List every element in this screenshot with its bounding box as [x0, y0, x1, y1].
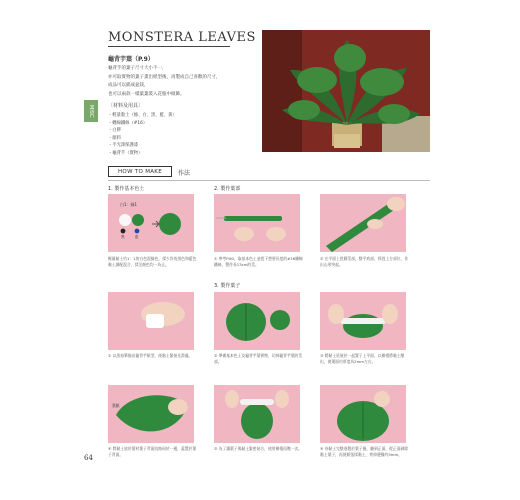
step-1-photo — [108, 194, 194, 252]
step-4-photo-a — [108, 385, 194, 443]
material-item: ・龜背芋（實物） — [108, 150, 143, 156]
monstera-plant-illustration — [262, 30, 430, 152]
material-item: ・輕量黏土（綠、白、黑、藍、黃） — [108, 113, 177, 118]
rolling-clay-image — [320, 292, 406, 350]
materials-heading: 〔材料及用具〕 — [108, 103, 144, 109]
leaf-backside-image — [108, 385, 194, 443]
intro-line: 成品可以插成盆栽， — [108, 83, 149, 88]
step-2-caption-a: ① 參考P.60，取基本色土並搓下想要長度的#16纏線鐵絲，製作長13cm的莖。 — [214, 256, 303, 267]
intro-text — [108, 65, 221, 99]
finished-leaf-image — [320, 385, 406, 443]
material-item: ・纏線鐵絲（#16） — [108, 120, 148, 126]
side-tab: MISC — [84, 100, 98, 122]
step-3-caption-a: ① 以黑鉛筆描出龜背芋紙型，使黏土緊接光滑處。 — [108, 353, 193, 358]
step-2-caption-b: ② 在平面上搓圓莖部，整平底部，抓捏上方部位，作出山形突起。 — [320, 256, 409, 267]
material-item: ・半光澤保護漆 — [108, 143, 139, 148]
section-rule — [108, 180, 430, 181]
page-title: MONSTERA LEAVES — [108, 30, 256, 45]
material-item: ・顏料 — [108, 135, 121, 141]
intro-line: 也可以兩款一樣葉葉裝入花瓶中做飾。 — [108, 91, 185, 97]
black-tag: 黑 — [121, 235, 125, 239]
step-4-photo-b — [214, 385, 300, 443]
step-4-photo-c — [320, 385, 406, 443]
leaf-and-clay-image — [214, 292, 300, 350]
blue-tag: 藍 — [135, 235, 139, 239]
hero-photo — [262, 30, 430, 152]
step-3-title: 3. 製作葉子 — [214, 283, 241, 289]
step-3-photo-c — [320, 292, 406, 350]
step-1-title: 1. 製作基本色土 — [108, 186, 145, 192]
stem-wire-image — [214, 194, 300, 252]
step-3-photo-a — [108, 292, 194, 350]
pressing-leaf-image — [214, 385, 300, 443]
clay-ratio-tag: 白1：綠1 — [120, 202, 138, 207]
stem-shaping-image — [320, 194, 406, 252]
material-item: ・白膠 — [108, 128, 121, 133]
step-2-title: 2. 製作葉部 — [214, 186, 241, 192]
step-3-photo-b — [214, 292, 300, 350]
how-to-make-label: HOW TO MAKE — [108, 166, 172, 177]
paper-template-image — [108, 292, 194, 350]
step-2-photo-b — [320, 194, 406, 252]
intro-heading: 龜背芋葉（P.9） — [108, 56, 154, 63]
intro-line: 亦可取實物的葉子畫出紙型後，再製成自己喜歡的尺寸， — [108, 74, 221, 80]
step-3-caption-c: ③ 將黏土延展於一起置子上平面，以擀棍將黏土壓出，使葉面約厚度為2mm左右。 — [320, 353, 405, 364]
step-4-caption-b: ⑤ 為了讓葉子與黏土緊密貼合，使用擀棍再壓一次。 — [214, 446, 303, 451]
step-4-caption-c: ⑥ 待黏土完整逐製於葉子後，翻到正面，從正面剝除黏土葉子，再使紙張揉黏土，剪掉邊緣約5mm。 — [320, 446, 409, 457]
page-number: 64 — [84, 454, 93, 462]
step-3-caption-b: ② 準備基本色土及龜背芋葉實物，切掉龜背芋葉的莖部。 — [214, 353, 303, 364]
materials-list — [108, 112, 177, 157]
step-4-caption-a: ④ 將黏土放於葉材葉子背面紋路同於一邊，蓋置於葉子背面。 — [108, 446, 197, 457]
intro-line: 龜背芋的葉子尺寸大小不一， — [108, 66, 167, 71]
title-rule — [108, 46, 230, 47]
vein-label: 葉脈 — [112, 403, 120, 408]
how-to-make-zh: 作法 — [178, 170, 191, 177]
step-2-photo-a — [214, 194, 300, 252]
step-1-caption: 輕量黏土約1：1的白色混綠色，揉少許的黑色和藍色黏土調配混合，揉至顏色均一為止。 — [108, 256, 197, 267]
